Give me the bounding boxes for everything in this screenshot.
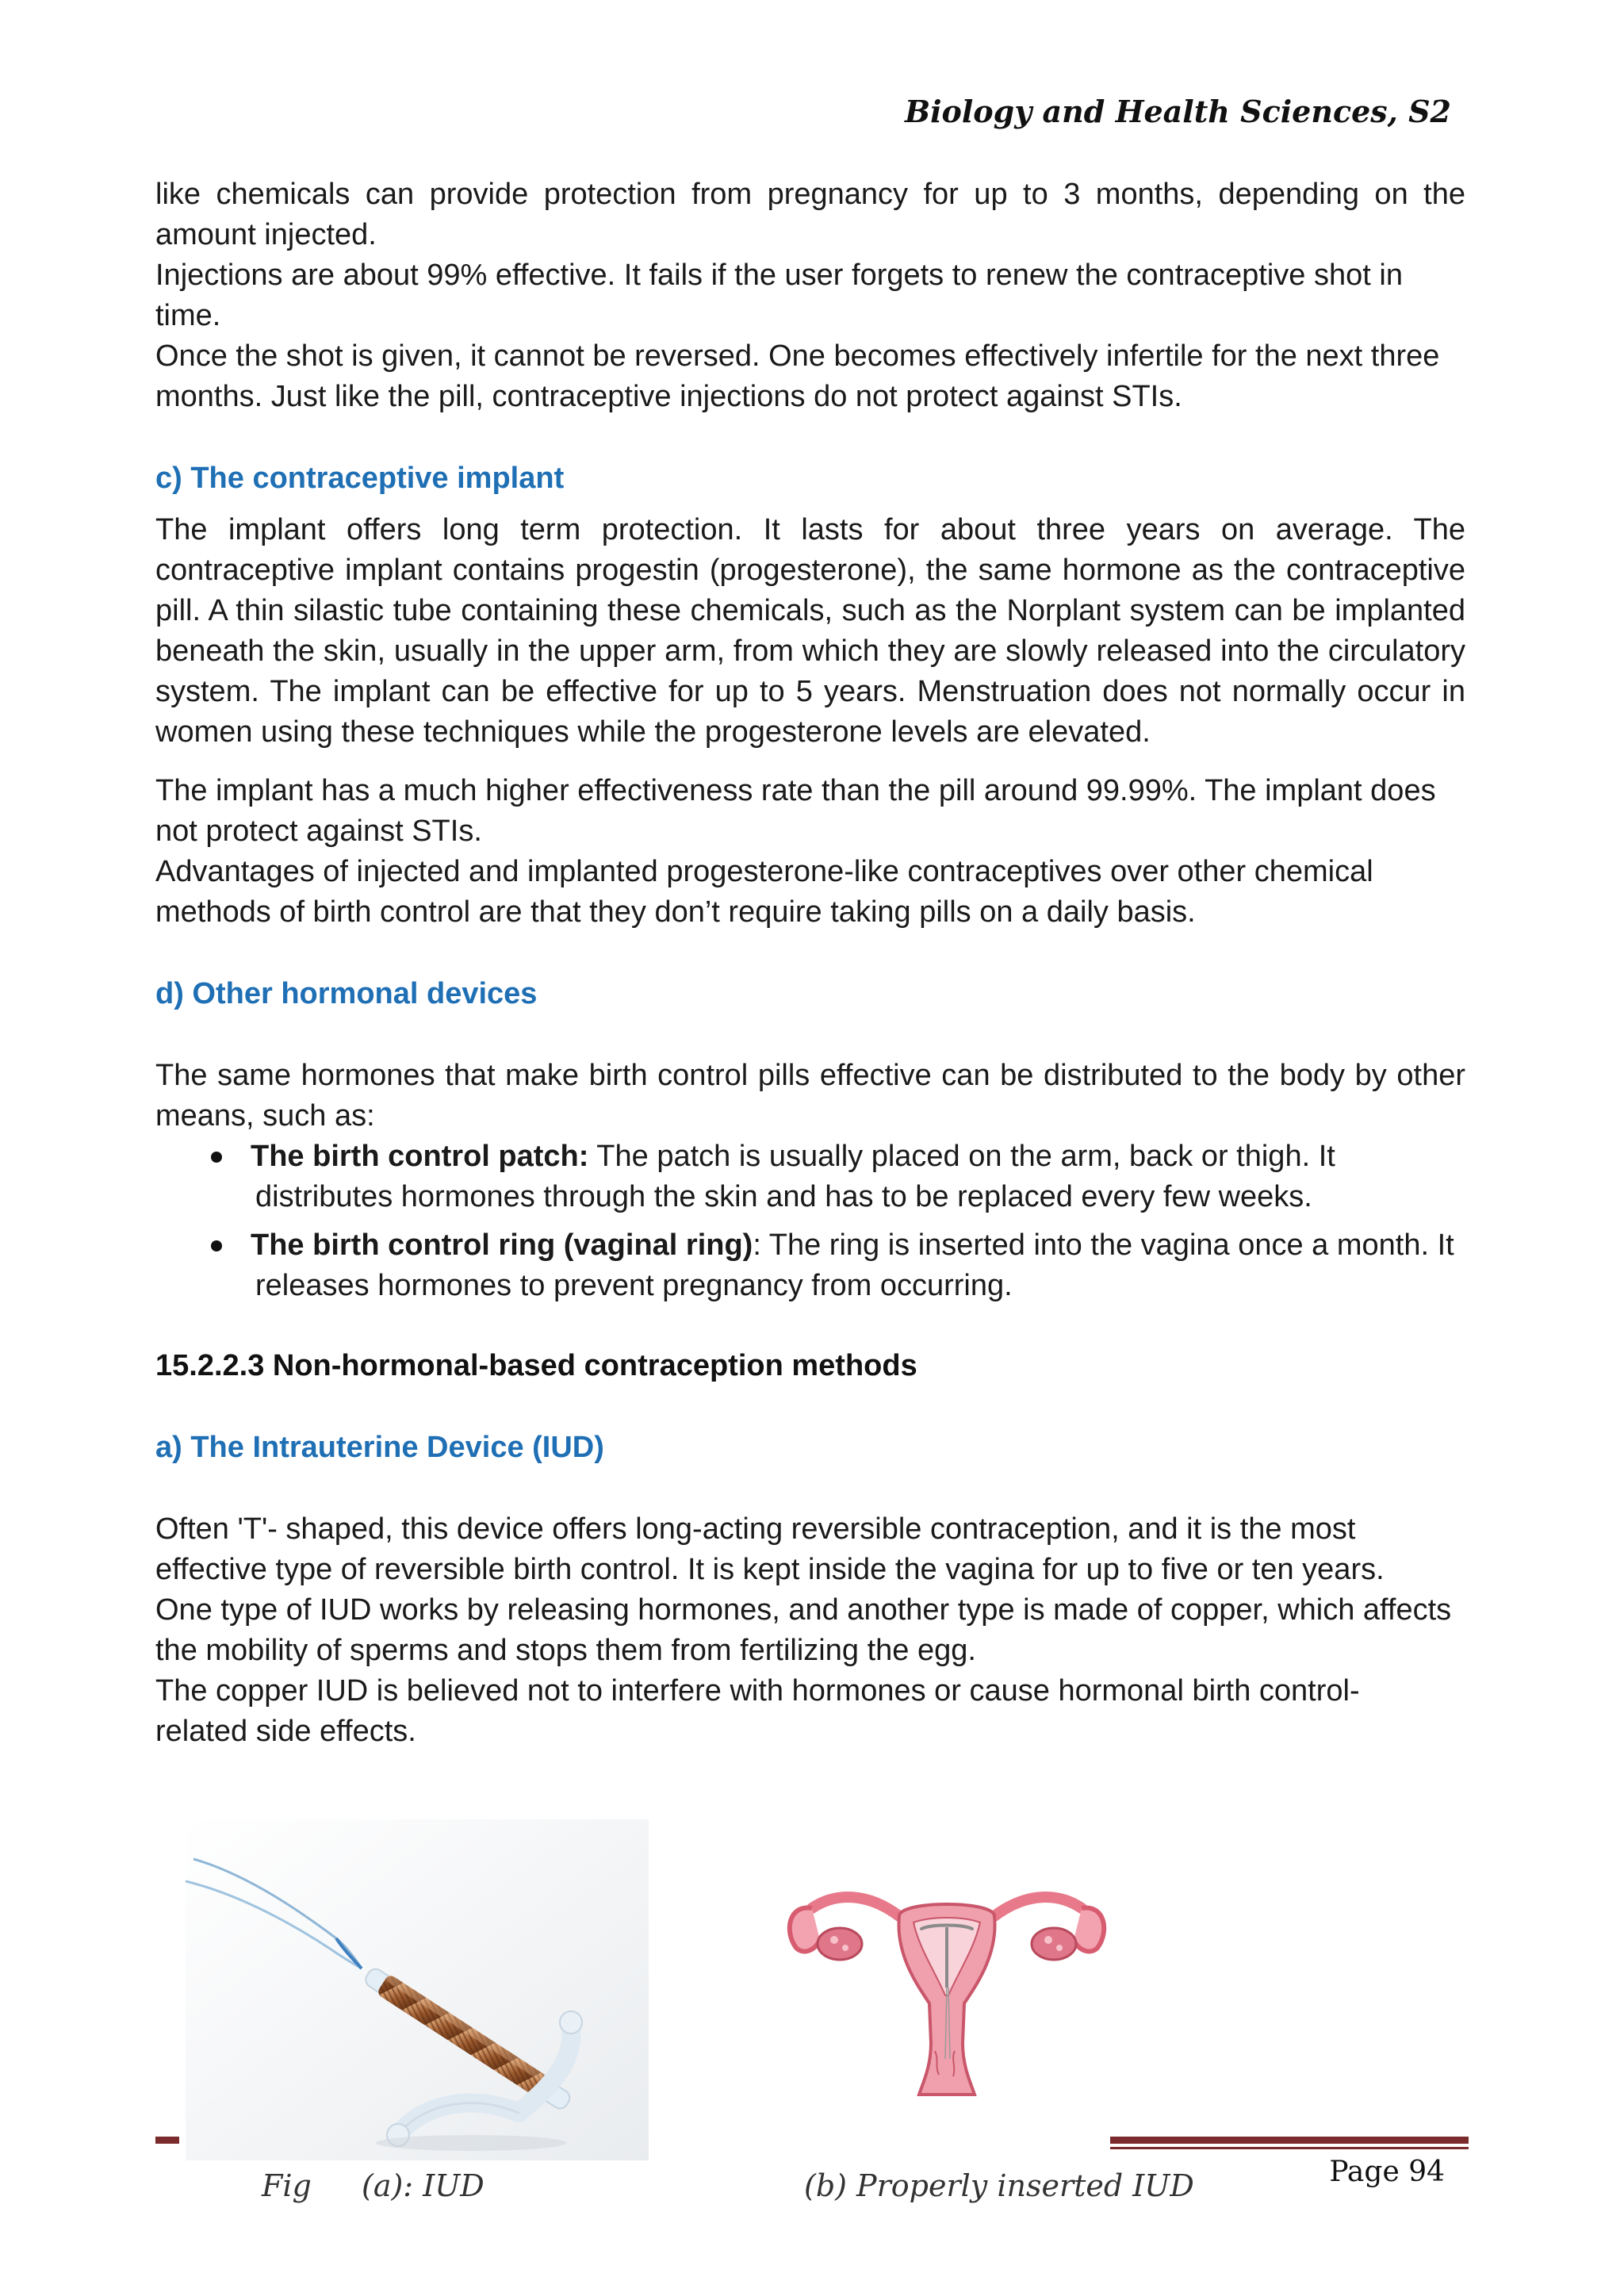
iud-paragraph-1-line-3: One type of IUD works by releasing hormones, and another type is made of copper, which affects (155, 1593, 1452, 1627)
footer-rule-right (1110, 2137, 1469, 2144)
section-heading-hormonal-devices: d) Other hormonal devices (155, 977, 538, 1010)
iud-paragraph-1-line-4: the mobility of sperms and stops them from fertilizing the egg. (155, 1634, 976, 1667)
running-header: Biology and Health Sciences, S2 (904, 94, 1451, 129)
iud-photo (186, 1819, 649, 2160)
list-item-text-continued: distributes hormones through the skin and has to be replaced every few weeks. (255, 1180, 1312, 1213)
intro-paragraph-1: like chemicals can provide protection from pregnancy for up to 3 months, depending on the amount injected. (155, 178, 1465, 251)
implant-paragraph-1: The implant offers long term protection. It lasts for about three years on average. The contraceptive implant contains progestin (progesterone), the same hormone as the contraceptive pill. A thin silastic tube containing these chemicals, such as the Norplant system can be implanted beneath the skin, usually in the upper arm, from which they are slowly released into the circulatory system. The implant can be effective for up to 5 years. Menstruation does not normally occur in women using these techniques while the progesterone levels are elevated. (155, 513, 1465, 749)
figure-caption-b: (b) Properly inserted IUD (804, 2168, 1194, 2203)
section-heading-iud: a) The Intrauterine Device (IUD) (155, 1431, 604, 1464)
bullet-icon (211, 1152, 222, 1163)
figure-caption-prefix: Fig (262, 2168, 312, 2203)
intro-paragraph-2: Injections are about 99% effective. It fails if the user forgets to renew the contraceptive shot in time. (155, 259, 1403, 332)
list-item-text: : The ring is inserted into the vagina once a month. It (753, 1228, 1454, 1262)
footer-rule-left (155, 2137, 179, 2144)
figure-caption-a: (a): IUD (362, 2168, 485, 2203)
list-item (155, 1225, 1465, 1306)
implant-paragraph-2: The implant has a much higher effectiveness rate than the pill around 99.99%. The implant does not protect against STIs. (155, 774, 1436, 848)
list-item (155, 1137, 1465, 1217)
bullet-icon (211, 1240, 222, 1251)
implant-paragraph-3: Advantages of injected and implanted progesterone-like contraceptives over other chemical methods of birth control are that they don’t require taking pills on a daily basis. (155, 855, 1373, 929)
footer-rule-right-thin (1110, 2147, 1469, 2149)
section-heading-non-hormonal: 15.2.2.3 Non-hormonal-based contraception methods (155, 1349, 917, 1382)
list-item-term: The birth control ring (vaginal ring) (251, 1228, 753, 1262)
page-number: Page 94 (1329, 2156, 1445, 2188)
hormonal-devices-intro: The same hormones that make birth control pills effective can be distributed to the body by other means, such as: (155, 1059, 1465, 1133)
section-heading-implant: c) The contraceptive implant (155, 462, 565, 495)
list-item-text: The patch is usually placed on the arm, back or thigh. It (588, 1140, 1335, 1173)
iud-paragraph-2-line-2: related side effects. (155, 1715, 416, 1748)
list-item-term: The birth control patch: (251, 1140, 589, 1173)
iud-illustration (186, 1819, 649, 2160)
uterus-illustration (780, 1861, 1113, 2099)
iud-paragraph-1-line-1: Often 'T'- shaped, this device offers long-acting reversible contraception, and it is the most (155, 1512, 1356, 1546)
list-item-text-continued: releases hormones to prevent pregnancy from occurring. (255, 1269, 1013, 1302)
iud-paragraph-2-line-1: The copper IUD is believed not to interfere with hormones or cause hormonal birth control- (155, 1674, 1360, 1708)
uterus-diagram (780, 1861, 1113, 2099)
page-content (155, 174, 1465, 1752)
intro-paragraph-3: Once the shot is given, it cannot be reversed. One becomes effectively infertile for the next three months. Just like the pill, contraceptive injections do not protect against STIs. (155, 339, 1440, 413)
iud-paragraph-1-line-2: effective type of reversible birth control. It is kept inside the vagina for up to five or ten years. (155, 1553, 1385, 1586)
hormonal-devices-list (155, 1137, 1465, 1306)
